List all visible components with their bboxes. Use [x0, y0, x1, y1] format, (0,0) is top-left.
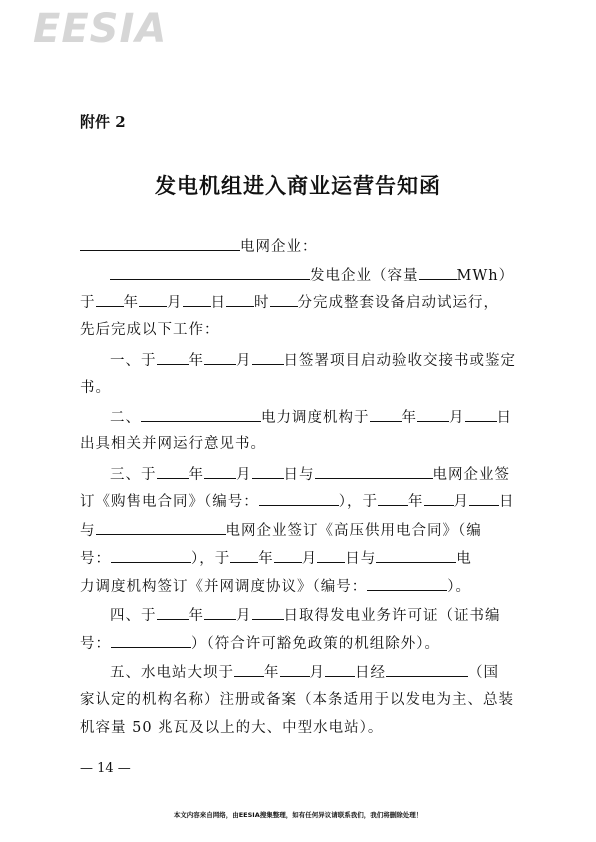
blank-year[interactable]: [234, 662, 264, 677]
blank-year[interactable]: [157, 605, 189, 620]
item-1-line-cont: 书。: [80, 380, 111, 396]
blank-dispatch-agency[interactable]: [376, 548, 456, 563]
item-5-line-2: 家认定的机构名称）注册或备案（本条适用于以发电为主、总装: [80, 692, 514, 708]
item-5-line: 五、水电站大坝于 年 月 日经 （国: [110, 662, 499, 683]
footer-disclaimer: 本文内容来自网络，由EESIA搜集整理，如有任何异议请联系我们，我们将删除处理！: [173, 811, 423, 819]
blank-month[interactable]: [139, 292, 167, 307]
blank-day[interactable]: [469, 491, 499, 506]
document-title: 发电机组进入商业运营告知函: [155, 174, 441, 198]
blank-day[interactable]: [252, 464, 284, 479]
blank-year[interactable]: [230, 548, 258, 563]
blank-minute[interactable]: [270, 292, 298, 307]
blank-year[interactable]: [157, 464, 189, 479]
blank-month[interactable]: [204, 464, 236, 479]
page-number: — 14 —: [80, 761, 131, 776]
blank-dispatch-agency[interactable]: [141, 407, 261, 422]
item-3-line: 三、于 年 月 日与 电网企业签: [110, 464, 510, 485]
item-3-line-3: 与 电网企业签订《高压供用电合同》（编: [80, 520, 482, 541]
item-4-line: 四、于 年 月 日取得发电业务许可证（证书编: [110, 605, 501, 626]
blank-agreement-number[interactable]: [367, 576, 447, 591]
blank-month[interactable]: [204, 605, 236, 620]
blank-month[interactable]: [280, 662, 310, 677]
blank-month[interactable]: [424, 491, 454, 506]
trial-run-line: 于 年 月 日 时 分完成整套设备启动试运行，: [80, 292, 499, 313]
blank-contract-number[interactable]: [259, 491, 339, 506]
blank-day[interactable]: [252, 350, 284, 365]
intro-line: 先后完成以下工作：: [80, 322, 220, 338]
blank-day[interactable]: [183, 292, 211, 307]
item-3-line-5: 力调度机构签订《并网调度协议》（编号： ）。: [80, 576, 471, 597]
annex-label: 附件 2: [80, 113, 126, 131]
item-3-line-2: 订《购售电合同》（编号： ），于 年 月 日: [80, 491, 515, 512]
blank-year[interactable]: [96, 292, 124, 307]
blank-agency-name[interactable]: [386, 662, 468, 677]
blank-day[interactable]: [325, 662, 355, 677]
addressee-line: 电网企业：: [80, 236, 318, 257]
blank-contract-number[interactable]: [111, 548, 191, 563]
blank-year[interactable]: [370, 407, 402, 422]
blank-grid-company[interactable]: [96, 520, 226, 535]
blank-generator-company[interactable]: [110, 265, 310, 280]
item-2-line-cont: 出具相关并网运行意见书。: [80, 436, 266, 452]
blank-hour[interactable]: [226, 292, 254, 307]
blank-day[interactable]: [252, 605, 284, 620]
item-1-line: 一、于 年 月 日签署项目启动验收交接书或鉴定: [110, 350, 516, 371]
item-4-line-cont: 号： ）（符合许可豁免政策的机组除外）。: [80, 633, 440, 654]
blank-license-number[interactable]: [111, 633, 191, 648]
blank-month[interactable]: [204, 350, 236, 365]
item-3-line-4: 号： ），于 年 月 日与 电: [80, 548, 472, 569]
item-2-line: 二、 电力调度机构于 年 月 日: [110, 407, 512, 428]
blank-day[interactable]: [317, 548, 345, 563]
blank-year[interactable]: [378, 491, 408, 506]
blank-month[interactable]: [417, 407, 449, 422]
blank-day[interactable]: [465, 407, 497, 422]
blank-year[interactable]: [157, 350, 189, 365]
blank-capacity[interactable]: [419, 265, 457, 280]
generator-line: 发电企业（容量 MWh）: [110, 265, 514, 286]
blank-grid-company[interactable]: [315, 464, 433, 479]
blank-month[interactable]: [274, 548, 302, 563]
watermark-logo: EESIA: [33, 6, 168, 52]
item-5-line-3: 机容量 50 兆瓦及以上的大、中型水电站）。: [80, 720, 384, 736]
blank-grid-company[interactable]: [80, 236, 240, 251]
